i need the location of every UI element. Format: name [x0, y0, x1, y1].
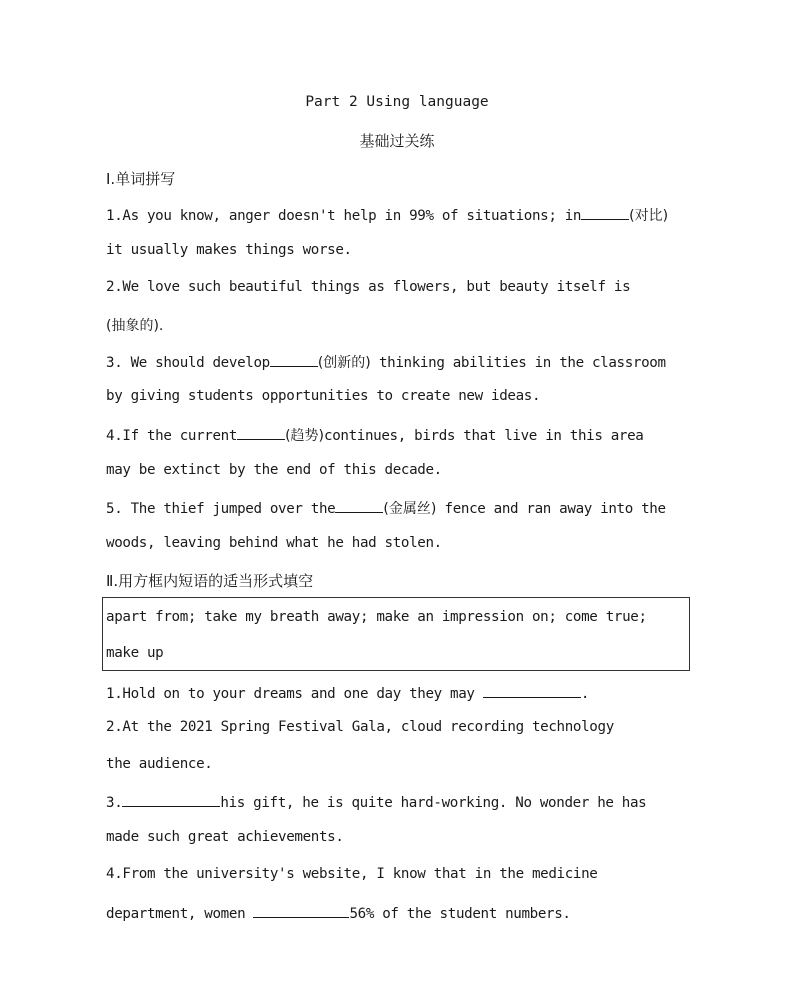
- answer-blank[interactable]: [237, 425, 285, 440]
- section-2-heading: Ⅱ.用方框内短语的适当形式填空: [106, 572, 314, 590]
- phrase-box-line-1: apart from; take my breath away; make an impression on; come true;: [106, 609, 647, 625]
- question-1-line-2: it usually makes things worse.: [106, 242, 352, 258]
- answer-blank[interactable]: [581, 205, 629, 220]
- question-5-line-1: [106, 498, 666, 518]
- answer-blank[interactable]: [122, 792, 220, 807]
- question-3-line-1: [106, 352, 666, 372]
- question-5-text-a: 5. The thief jumped over the: [106, 501, 336, 517]
- question-1-hint: (对比): [629, 208, 669, 224]
- fill-question-3-number: 3.: [106, 795, 123, 811]
- question-4-line-1: [106, 425, 644, 445]
- question-1-line-1: [106, 205, 668, 225]
- question-3-text-b: thinking abilities in the classroom: [370, 355, 666, 371]
- fill-question-3-line-1: [106, 792, 646, 811]
- fill-question-4-line-2: [106, 903, 571, 922]
- answer-blank[interactable]: [270, 352, 318, 367]
- answer-blank[interactable]: [335, 498, 383, 513]
- question-4-line-2: may be extinct by the end of this decade.: [106, 462, 442, 478]
- fill-question-2-line-1: 2.At the 2021 Spring Festival Gala, cloud recording technology: [106, 719, 614, 735]
- fill-question-1-end: .: [580, 686, 590, 702]
- page-title: Part 2 Using language: [305, 94, 489, 110]
- question-3-text-a: 3. We should develop: [106, 355, 270, 371]
- question-5-line-2: woods, leaving behind what he had stolen.: [106, 535, 442, 551]
- fill-question-1-text: 1.Hold on to your dreams and one day they may: [106, 686, 483, 702]
- section-1-heading: Ⅰ.单词拼写: [106, 170, 176, 188]
- question-5-text-b: fence and ran away into the: [436, 501, 666, 517]
- fill-question-4-text-b: 56% of the student numbers.: [349, 906, 571, 922]
- question-2-line-2: (抽象的).: [106, 318, 164, 334]
- question-2-line-1: 2.We love such beautiful things as flowers, but beauty itself is: [106, 279, 631, 295]
- fill-question-3-line-2: made such great achievements.: [106, 829, 344, 845]
- question-1-text: 1.As you know, anger doesn't help in 99% of situations; in: [106, 208, 582, 224]
- fill-question-3-text: his gift, he is quite hard-working. No wonder he has: [220, 795, 647, 811]
- question-4-text-a: 4.If the current: [106, 428, 238, 444]
- phrase-box-line-2: make up: [106, 645, 164, 661]
- fill-question-2-line-2: the audience.: [106, 756, 213, 772]
- fill-question-1: [106, 683, 589, 702]
- question-4-hint: (趋势): [285, 428, 325, 444]
- answer-blank[interactable]: [483, 683, 581, 698]
- question-4-text-b: continues, birds that live in this area: [324, 428, 644, 444]
- question-3-line-2: by giving students opportunities to create new ideas.: [106, 388, 541, 404]
- question-5-hint: (金属丝): [383, 501, 437, 517]
- question-3-hint: (创新的): [317, 355, 371, 371]
- page-subtitle: 基础过关练: [359, 132, 435, 150]
- fill-question-4-text-a: department, women: [106, 906, 254, 922]
- fill-question-4-line-1: 4.From the university's website, I know that in the medicine: [106, 866, 598, 882]
- answer-blank[interactable]: [253, 903, 349, 918]
